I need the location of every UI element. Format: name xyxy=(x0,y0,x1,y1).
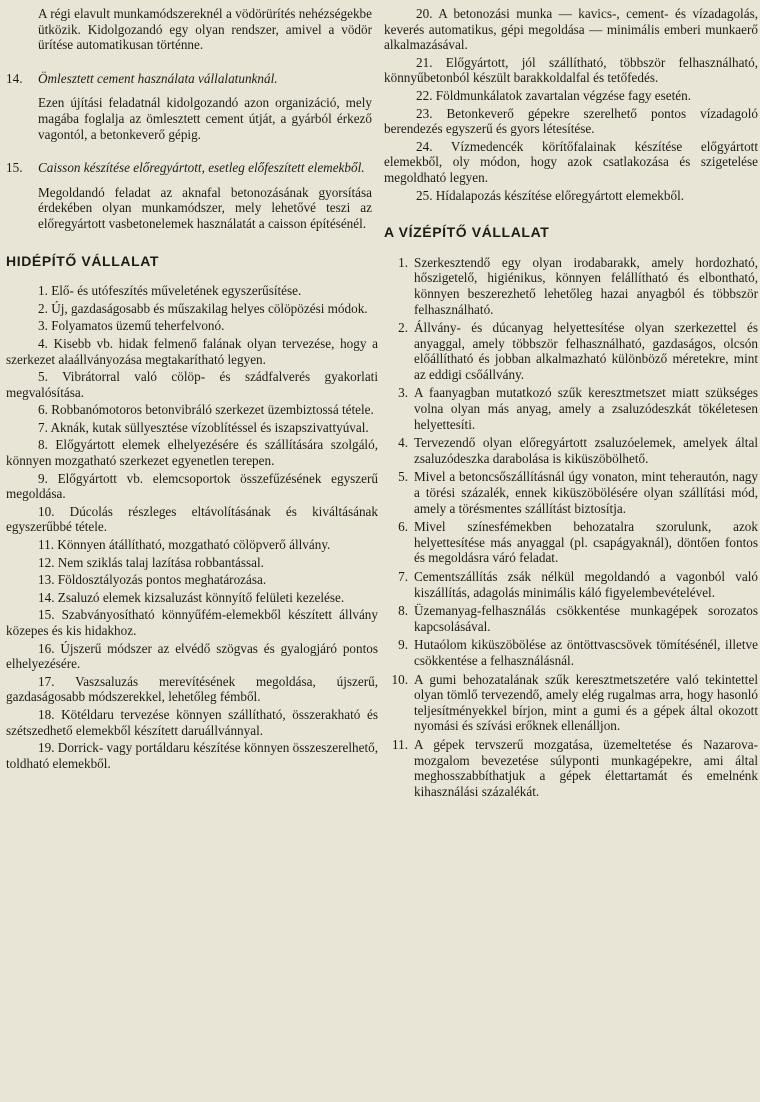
list-item-number: 4. xyxy=(398,435,408,451)
list-item xyxy=(384,435,758,466)
list-item: 5. Vibrátorral való cölöp- és szádfalverés gyakorlati megvalósítása. xyxy=(6,369,378,400)
list-item: 16. Újszerű módszer az elvédő szögvas és gyalogjáró pontos elhelyezésére. xyxy=(6,640,378,672)
list-item xyxy=(384,255,758,317)
list-item-number: 10. xyxy=(391,671,408,687)
list-item-number: 6. xyxy=(398,519,408,535)
list-item-number: 11. xyxy=(392,736,408,752)
list-item xyxy=(384,385,758,432)
list-item-text: A gumi behozatalának szűk keresztmetszetére való tekintettel olyan tömlő tervezendő, amely elég rugalmas arra, hogy hasonló teljesítményekkel bírjon, mint a gumi és a gépek által okozott nyomási és szívási erőknek ellenálljon. xyxy=(414,671,758,734)
list-item-number: 8. xyxy=(398,603,408,619)
list-item xyxy=(384,737,758,799)
list-item xyxy=(384,469,758,516)
list-item: 14. Zsaluzó elemek kizsaluzást könnyítő felületi kezelése. xyxy=(38,589,345,605)
list-item: 3. Folyamatos üzemű teherfelvonó. xyxy=(38,318,225,334)
list-item-text: Cementszállítás zsák nélkül megoldandó a vagonból való kiszállítás, adagolás minimális káló figyelembevételével. xyxy=(414,569,758,600)
list-item: 21. Előgyártott, jól szállítható, többször felhasználható, könnyűbetonból készült barakkoldalfal és tetőfedés. xyxy=(384,54,758,86)
list-item-number: 3. xyxy=(398,385,408,401)
item-14-heading xyxy=(6,71,378,87)
list-item: 23. Betonkeverő gépekre szerelhető pontos vízadagoló berendezés egyszerű és gyors létesítése. xyxy=(384,105,758,137)
list-item: 17. Vaszsaluzás merevítésének megoldása, újszerű, gazdaságosabb módszerekkel, lehetőleg fémből. xyxy=(6,673,378,705)
right-column xyxy=(384,6,758,802)
list-item: 9. Előgyártott vb. elemcsoportok összefűzésének egyszerű megoldása. xyxy=(6,470,378,502)
list-item-text: Üzemanyag-felhasználás csökkentése munkagépek sorozatos kapcsolásával. xyxy=(414,603,758,634)
list-item: 8. Előgyártott elemek elhelyezésére és szállítására szolgáló, könnyen mozgatható szerkezet egyenetlen terepen. xyxy=(6,437,378,469)
section-title-vizepito: A VÍZÉPÍTŐ VÁLLALAT xyxy=(384,224,550,241)
list-item: 22. Földmunkálatok zavartalan végzése fagy esetén. xyxy=(416,87,691,103)
list-item: 15. Szabványosítható könnyűfém-elemekből készített állvány közepes és kis hidakhoz. xyxy=(6,607,378,638)
list-item: 10. Dúcolás részleges eltávolításának és kiváltásának egyszerűbbé tétele. xyxy=(6,503,378,535)
list-item-text: Mivel a betoncsőszállításnál úgy vonaton, mint teherautón, nagy a törési százalék, ennek kiküszöbölésére olyan szállítási mód, amely a törésmentes szállítást biztosítja. xyxy=(414,469,758,516)
list-item-text: Állvány- és dúcanyag helyettesítése olyan szerkezettel és anyaggal, amely többször felhasználható, gazdaságos, olcsón előállítható és jobban alkalmazható különböző méretekre, mint az eddigi csőállvány. xyxy=(414,320,758,382)
list-item-number: 1. xyxy=(398,254,408,270)
list-item xyxy=(384,519,758,566)
list-item xyxy=(384,320,758,382)
list-item xyxy=(384,672,758,734)
list-item-text: Tervezendő olyan előregyártott zsaluzóelemek, amelyek által zsaluzódeszka darabolása is kiküszöbölhető. xyxy=(414,435,758,466)
list-item-number: 7. xyxy=(398,569,408,584)
list-item: 13. Földosztályozás pontos meghatározása. xyxy=(38,572,267,588)
list-item: 4. Kisebb vb. hidak felmenő falának olyan tervezése, hogy a szerkezet alaállványozása megtakarítható legyen. xyxy=(6,335,378,367)
list-item xyxy=(384,569,758,600)
list-item-text: A gépek tervszerű mozgatása, üzemeltetése és Nazarova-mozgalom bevezetése súlyponti munkagépekre, ami által meghosszabbíthatjuk a gépek élettartamát és emelnénk kihasználási százalékát. xyxy=(414,736,758,799)
list-item xyxy=(384,603,758,634)
item-14-title: Ömlesztett cement használata vállalatunknál. xyxy=(38,70,278,86)
list-item-number: 2. xyxy=(398,320,408,336)
intro-paragraph: A régi elavult munkamódszereknél a vödörürítés nehézségekbe ütközik. Kidolgozandó egy olyan rendszer, amivel a vödör ürítése automatikusan történne. xyxy=(38,6,372,53)
item-15-heading xyxy=(6,160,378,176)
list-item: 7. Aknák, kutak süllyesztése vízoblítéssel és iszapszivattyúval. xyxy=(38,419,369,435)
list-item-number: 9. xyxy=(398,637,408,653)
list-item: 11. Könnyen átállítható, mozgatható cölöpverő állvány. xyxy=(38,537,331,553)
list-item: 1. Elő- és utófeszítés műveletének egyszerűsítése. xyxy=(38,283,302,299)
list-item-number: 5. xyxy=(398,469,408,485)
item-15-number: 15. xyxy=(6,160,23,176)
item-15-title: Caisson készítése előregyártott, esetleg előfeszített elemekből. xyxy=(38,160,365,176)
vizepito-list xyxy=(384,255,758,800)
list-item: 24. Vízmedencék körítőfalainak készítése előgyártott elemekből, oly módon, hogy azok csatlakozása és szigetelése megoldható legyen. xyxy=(384,138,758,185)
list-item: 20. A betonozási munka — kavics-, cement- és vízadagolás, keverés automatikus, gépi megoldása — minimális emberi munkaerő alkalmazásával. xyxy=(384,6,758,53)
list-item-text: Mivel színesfémekben behozatalra szorulunk, azok helyettesítése más anyaggal (pl. csapágyaknál), döntően fontos és megoldásra váró feladat. xyxy=(414,519,758,566)
list-item: 18. Kötéldaru tervezése könnyen szállítható, összerakható és szétszedhető elemekből készített daruállvánnyal. xyxy=(6,706,378,738)
left-column xyxy=(6,6,378,773)
hidepito-list xyxy=(6,283,378,771)
list-item: 6. Robbanómotoros betonvibráló szerkezet üzembiztossá tétele. xyxy=(38,402,374,418)
section-title-hidepito: HIDÉPÍTŐ VÁLLALAT xyxy=(6,252,160,269)
item-14-number: 14. xyxy=(6,70,23,86)
item-14-body: Ezen újítási feladatnál kidolgozandó azon organizáció, mely magába foglalja az ömlesztett cement útját, a gyárból érkező vagontól, a betonkeverő gépig. xyxy=(38,95,372,142)
list-item: 12. Nem sziklás talaj lazítása robbantással. xyxy=(38,554,264,570)
list-item-text: Szerkesztendő egy olyan irodabarakk, amely hordozható, hőszigetelő, higiénikus, könnyen felállítható és elbontható, könnyen beszerezhető lehetőleg hazai anyagból és többször felhasználható. xyxy=(414,254,758,317)
list-item: 25. Hídalapozás készítése előregyártott elemekből. xyxy=(416,187,685,203)
list-item: 19. Dorrick- vagy portáldaru készítése könnyen összeszerelhető, toldható elemekből. xyxy=(6,740,378,771)
hidepito-list-continued xyxy=(384,6,758,203)
item-15-body: Megoldandó feladat az aknafal betonozásának gyorsítása érdekében olyan munkamódszer, mely lehetővé teszi az előregyártott vasbetonelemek használatát a caisson építésénél. xyxy=(38,184,372,231)
list-item: 2. Új, gazdaságosabb és műszakilag helyes cölöpözési módok. xyxy=(38,300,368,316)
list-item-text: A faanyagban mutatkozó szűk keresztmetszet miatt szükséges volna olyan más anyag, amely a zsaluzódeszkát tökéletesen helyettesíti. xyxy=(414,385,758,432)
list-item-text: Hutaólom kiküszöbölése az öntöttvascsövek tömítésénél, illetve csökkentése a felhasználásnál. xyxy=(414,637,758,668)
list-item xyxy=(384,637,758,668)
